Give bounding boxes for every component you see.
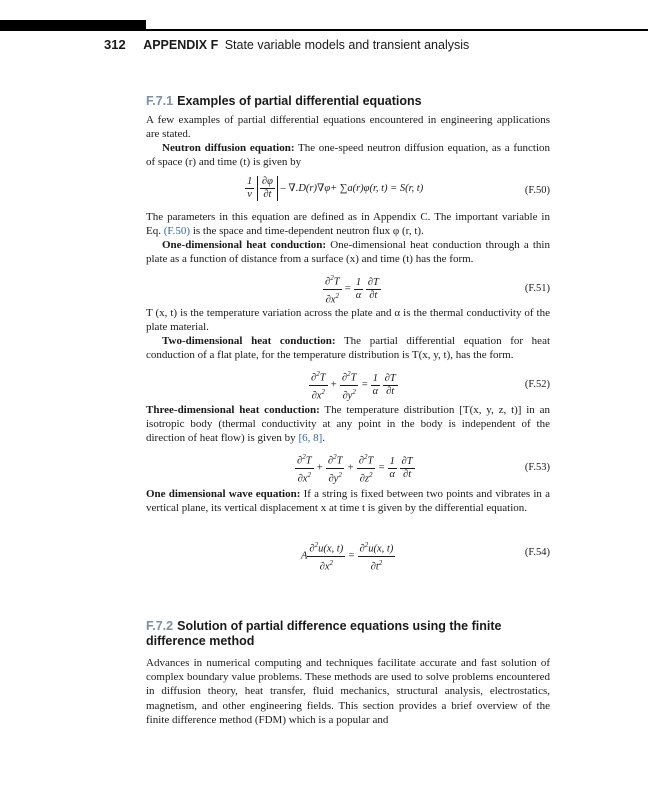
page-number: 312: [104, 37, 126, 52]
equation-f52: $\frac{\partial^2T}{\partial x^2}$ + $\frac{\partial^2T}{\partial y^2}$ = $\frac{1}{\alpha}$ $\frac{\partial T}{\partial t}$: [311, 370, 396, 401]
eq-number-f52: (F.52): [524, 379, 550, 390]
wave-text: If a string is fixed between two points and vibrates in a vertical plane, its vertical displacement x at time t is given by the differential equation.: [146, 488, 550, 515]
heat1d-heading: One-dimensional heat conduction:: [162, 239, 327, 251]
citation-link[interactable]: [6, 8]: [298, 432, 323, 445]
heat2d-paragraph: [146, 334, 550, 362]
equation-f51: $\frac{\partial^2T}{\partial x^2}$ = $\frac{1}{\alpha}$ $\frac{\partial T}{\partial t}$: [325, 274, 379, 305]
heat3d-text-end: .: [322, 432, 326, 445]
header-bar: [0, 20, 146, 31]
running-header: [104, 37, 469, 52]
neutron-heading: Neutron diffusion equation:: [162, 142, 295, 154]
eq-number-f51: (F.51): [524, 283, 550, 294]
intro-paragraph: A few examples of partial differential equations encountered in engineering applications are stated.: [146, 114, 550, 141]
equation-f53: $\frac{\partial^2T}{\partial x^2}$ + $\frac{\partial^2T}{\partial y^2}$ + $\frac{\partial^2T}{\partial z^2}$ = $\frac{1}{\alpha}$ $\frac{\partial T}{\partial t}$: [297, 453, 413, 484]
heat3d-paragraph: [146, 403, 550, 446]
equation-f54: A $\frac{\partial^2u(x, t)}{\partial x^2}$ = $\frac{\partial^2u(x, t)}{\partial t^2}$: [301, 541, 394, 572]
equation-f50: $\frac{1}{v}$ $\frac{\partial\varphi}{\partial t}$ – ∇.D(r)∇φ+ ∑a(r)φ(r, t) = S(r, t): [247, 176, 424, 200]
wave-heading: One dimensional wave equation:: [146, 488, 301, 500]
neutron-paragraph: [146, 141, 550, 169]
section-number: F.7.2: [146, 619, 174, 633]
neutron-after-text-end: is the space and time-dependent neutron flux φ (r, t).: [190, 225, 424, 238]
fdm-paragraph: Advances in numerical computing and techniques facilitate accurate and fast solution of complex boundary value problems. These methods are used to solve problems encountered in diffusion theory, heat transfer, fluid mechanics, structural analysis, electrostatics, magnetism, and other engineering fields. This section provides a brief overview of the finite difference method (FDM) which is a popular and: [146, 657, 550, 726]
equation-f50-body: – ∇.D(r)∇φ+ ∑a(r)φ(r, t) = S(r, t): [280, 182, 424, 194]
heat1d-paragraph: [146, 238, 550, 266]
heat2d-heading: Two-dimensional heat conduction:: [162, 335, 336, 347]
eq-ref-link[interactable]: (F.50): [163, 225, 191, 238]
header-title: State variable models and transient analysis: [224, 38, 470, 52]
wave-paragraph: [146, 487, 550, 515]
heat1d-after-paragraph: T (x, t) is the temperature variation across the plate and α is the thermal conductivity of the plate material.: [146, 307, 550, 334]
header-rule: [146, 29, 648, 31]
section-title: Examples of partial differential equations: [177, 94, 422, 108]
neutron-after-paragraph: [146, 210, 550, 238]
neutron-text: The one-speed neutron diffusion equation, as a function of space (r) and time (t) is given by: [146, 142, 550, 169]
section-title: Solution of partial difference equations using the finite difference method: [146, 619, 502, 648]
heat2d-text: The partial differential equation for heat conduction of a flat plate, for the temperature distribution is T(x, y, t), has the form.: [146, 335, 551, 362]
heat3d-text: The temperature distribution [T(x, y, z, t)] in an isotropic body (thermal conductivity at any point in the body is independent of the direction of heat flow) is given by: [146, 404, 550, 445]
section-heading-f72: [146, 619, 546, 649]
eq-number-f50: (F.50): [524, 185, 550, 196]
section-number: F.7.1: [146, 94, 174, 108]
eq-number-f54: (F.54): [524, 547, 550, 558]
heat1d-text: One-dimensional heat conduction through a thin plate as a function of distance from a surface (x) and time (t) has the form.: [146, 239, 550, 266]
heat3d-heading: Three-dimensional heat conduction:: [146, 404, 320, 416]
neutron-after-text: The parameters in this equation are defined as in Appendix C. The important variable in Eq.: [146, 211, 550, 238]
section-heading-f71: [146, 94, 546, 109]
eq-number-f53: (F.53): [524, 462, 550, 473]
appendix-label: APPENDIX F: [143, 38, 219, 52]
